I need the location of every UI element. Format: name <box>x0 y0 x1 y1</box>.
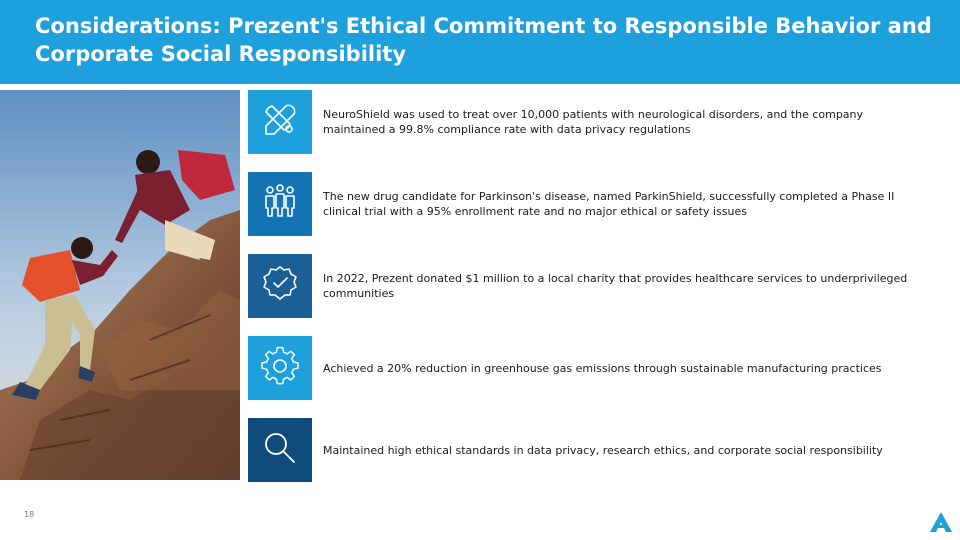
check-badge-icon <box>260 264 300 308</box>
people-icon <box>260 182 300 226</box>
gear-icon <box>260 346 300 390</box>
page-title: Considerations: Prezent's Ethical Commitment to Responsible Behavior and Corporate Social Responsibility <box>35 14 932 66</box>
prezent-logo <box>930 512 952 532</box>
hikers-photo <box>0 90 240 480</box>
icon-tile <box>248 418 312 482</box>
item-text: Maintained high ethical standards in data privacy, research ethics, and corporate social responsibility <box>323 443 883 457</box>
item-text: NeuroShield was used to treat over 10,000 patients with neurological disorders, and the company maintained a 99.8% compliance rate with data privacy regulations <box>323 108 864 136</box>
icon-tile <box>248 172 312 236</box>
list-item <box>248 254 928 318</box>
magnifier-icon <box>260 428 300 472</box>
list-item <box>248 418 928 482</box>
page-number: 18 <box>24 510 35 519</box>
item-text: In 2022, Prezent donated $1 million to a local charity that provides healthcare services to underprivileged communities <box>323 272 908 300</box>
list-item <box>248 172 928 236</box>
item-text: Achieved a 20% reduction in greenhouse gas emissions through sustainable manufacturing practices <box>323 361 882 375</box>
tools-icon <box>260 100 300 144</box>
icon-tile <box>248 90 312 154</box>
list-item <box>248 90 928 154</box>
icon-tile <box>248 254 312 318</box>
list-item <box>248 336 928 400</box>
icon-tile <box>248 336 312 400</box>
item-text: The new drug candidate for Parkinson's disease, named ParkinShield, successfully completed a Phase II clinical trial with a 95% enrollment rate and no major ethical or safety issues <box>323 190 895 218</box>
header-bar <box>0 0 960 84</box>
